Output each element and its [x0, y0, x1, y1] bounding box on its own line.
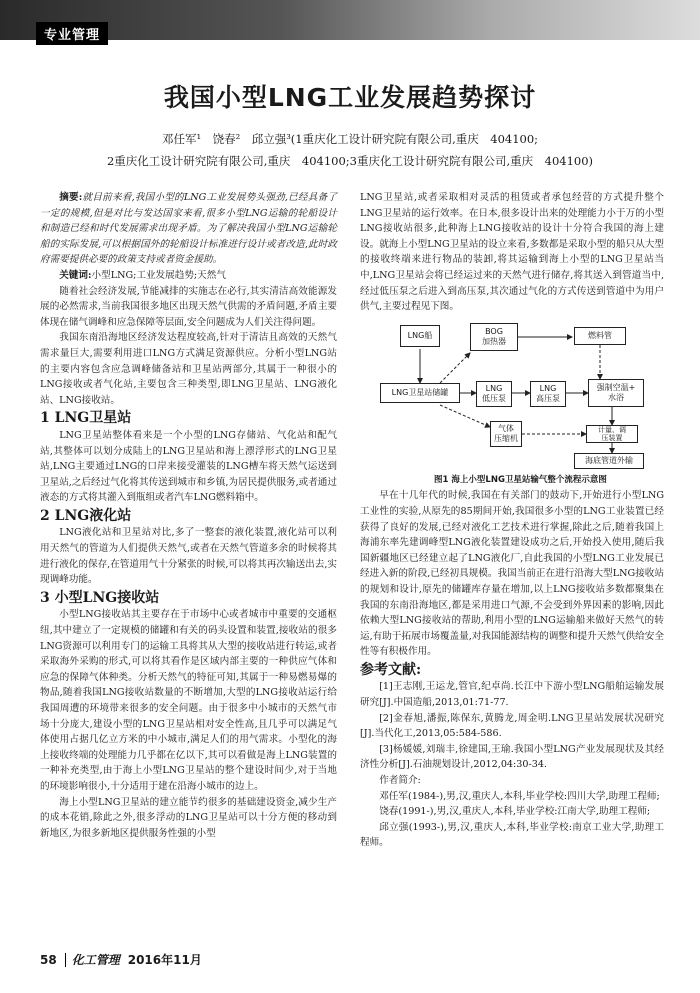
- reference-item: [2]金春旭,潘振,陈保东,黄腾龙,周金明.LNG卫星站发展状况研究[J].当代化工,2013,05:584-586.: [360, 712, 664, 740]
- reference-item: [3]杨媛媛,刘瑞丰,徐建国,王瑜.我国小型LNG产业发展现状及其经济性分析[J].石油规划设计,2012,04:30-34.: [360, 743, 664, 771]
- intro-para-2: 我国东南沿海地区经济发达程度较高,针对于清洁且高效的天然气需求量巨大,需要利用进口LNG方式满足资源供应。分析小型LNG站的主要内容包含应急调峰储备站和卫星站两部分,其属于一种很小的LNG接收或者气化站,主要包含三种类型,即LNG卫星站、LNG液化站、LNG接收站。: [40, 332, 337, 406]
- node-vaporizer: 强制空温+ 水浴: [588, 379, 644, 407]
- keywords-label: 关键词:: [59, 269, 92, 281]
- flow-diagram: [360, 321, 660, 471]
- abstract: [40, 190, 337, 268]
- abstract-text: 就目前来看,我国小型的LNG工业发展势头强劲,已经具备了一定的规模,但是对比与发达国家来看,很多小型LNG运输的轮船设计和制造已经和时代发展需求出现矛盾。为了解决我国小型LNG运输轮船的实际发展,可以根据国外的轮船设计标准进行设计或者改造,此时政府需要提供必要的政策支持或者资金援助。: [40, 192, 337, 266]
- intro-para-1: 随着社会经济发展,节能减排的实施志在必行,其实清洁高效能源发展的必然需求,当前我国很多地区出现天然气供需的矛盾问题,矛盾主要体现在储气调峰和应急保障等层面,安全问题成为人们关注得问题。: [40, 285, 337, 328]
- author-bio-item: 饶春(1991-),男,汉,重庆人,本科,毕业学校:江南大学,助理工程师;: [379, 806, 651, 818]
- authors-line-2: 2重庆化工设计研究院有限公司,重庆 404100;3重庆化工设计研究院有限公司,重庆 404100): [106, 154, 594, 168]
- keywords-text: 小型LNG;工业发展趋势;天然气: [91, 269, 226, 281]
- authors: [40, 128, 660, 172]
- section-2-heading: 2 LNG液化站: [40, 507, 132, 524]
- section-2-para: LNG液化站和卫星站对比,多了一整套的液化装置,液化站可以利用天然气的管道为人们提供天然气,或者在天然气管道多余的时候将其进行液化的保存,在管道用气十分紧张的时候,可以将其再次输送出去,实现调峰功能。: [40, 527, 337, 586]
- page-number: 58: [40, 953, 57, 967]
- right-para-1: LNG卫星站,或者采取相对灵活的租赁或者承包经营的方式提升整个LNG卫星站的运行效率。在日本,很多设计出来的处理能力小于万的小型LNG接收站很多,此种海上LNG接收站的设计十分符合我国的海上建设。就海上小型LNG卫星站的设立来看,多数都是采取小型的船只从大型的接收终端来进行物品的装卸,将其运输到海上小型的LNG卫星站当中,LNG卫星站会将已经运过来的天然气进行储存,将其送入到管道当中,经过低压泵之后进入到高压泵,其次通过气化的方式传送到管道中为用户供气,主要过程见下图。: [360, 192, 664, 313]
- keywords: [40, 268, 337, 284]
- node-lng-tank: LNG卫星站储罐: [380, 383, 460, 403]
- journal-name: 化工管理: [65, 953, 120, 967]
- section-tag: 专业管理: [36, 22, 108, 45]
- node-bog-heater: BOG 加热器: [470, 323, 518, 351]
- section-3-para-2: 海上小型LNG卫星站的建立能节约很多的基础建设资金,减少生产的成本花销,除此之外,很多浮动的LNG卫星站可以十分方便的移动到新地区,为很多新地区提供服务性强的小型: [40, 796, 337, 839]
- right-column: [360, 190, 664, 851]
- reference-item: [1]王志刚,王运龙,管官,纪卓尚.长江中下游小型LNG船舶运输发展研究[J].中国造船,2013,01:71-77.: [360, 681, 664, 709]
- references-heading: 参考文献:: [360, 661, 422, 678]
- issue-date: 2016年11月: [127, 953, 202, 967]
- section-1-heading: 1 LNG卫星站: [40, 410, 132, 427]
- node-hp-pump: LNG 高压泵: [530, 381, 566, 407]
- abstract-label: 摘要:: [59, 192, 83, 203]
- node-compressor: 气体 压缩机: [490, 421, 522, 447]
- page-footer: [40, 951, 202, 968]
- section-3-heading: 3 小型LNG接收站: [40, 589, 160, 606]
- node-lp-pump: LNG 低压泵: [476, 381, 512, 407]
- node-metering: 计量、调 压装置: [586, 425, 638, 443]
- arrow-tank-to-bog: [440, 353, 470, 383]
- author-bio-heading: 作者简介:: [379, 775, 421, 787]
- node-subsea-pipeline: 海底管道外输: [574, 453, 644, 469]
- authors-line-1: 邓任军¹ 饶春² 邱立强³(1重庆化工设计研究院有限公司,重庆 404100;: [161, 132, 539, 146]
- author-bio-item: 邱立强(1993-),男,汉,重庆人,本科,毕业学校:南京工业大学,助理工程师。: [360, 821, 664, 849]
- arrow-tank-to-comp: [440, 405, 490, 427]
- left-column: [40, 190, 337, 841]
- article-title: 我国小型LNG工业发展趋势探讨: [163, 83, 537, 112]
- section-1-para: LNG卫星站整体看来是一个小型的LNG存储站、气化站和配气站,其整体可以划分成陆上的LNG卫星站和海上漂浮形式的LNG卫星站,LNG主要通过LNG的口岸来接受灌装的LNG槽车将天然气运送到卫星站,之后经过气化将其传送到城市和乡镇,为居民提供服务,或者通过液态的方式将其灌入到瓶组或者汽车LNG燃料箱中。: [40, 429, 337, 504]
- node-fuel-pipe: 燃料管: [574, 327, 626, 345]
- node-lng-ship: LNG船: [400, 325, 440, 347]
- section-3-para-1: 小型LNG接收站其主要存在于市场中心或者城市中重要的交通枢纽,其中建立了一定规模的储罐和有关的码头设置和装置,接收站的很多LNG资源可以利用专门的运输工具将其从大型的接收站进行转运,或者采取海外采购的形式,可以将其看作是区域内部主要的一种供应气体和应急的保障气体种类。分析天然气的特征可知,其属于一种易燃易爆的物品,随着我国LNG接收站数量的不断增加,大型的LNG接收站运行给我国周遭的环境带来很多的安全问题。由于很多中小城市的天然气市场十分庞大,建设小型的LNG卫星站相对安全性高,且几乎可以满足气体使用占据几亿立方米的中小城市,满足人们的用气需求。小型化的海上接收终端的处理能力几乎都在亿以下,其可以看做是海上LNG装置的一种补充类型,由于海上小型LNG卫星站的整个建设时间少,对于当地的环境影响很小,十分适用于建在沿海小城市的边上。: [40, 609, 337, 792]
- figure-caption: 图1 海上小型LNG卫星站输气整个流程示意图: [434, 474, 607, 485]
- author-bio-item: 邓任军(1984-),男,汉,重庆人,本科,毕业学校:四川大学,助理工程师;: [379, 790, 660, 802]
- right-para-2: 早在十几年代的时候,我国在有关部门的鼓动下,开始进行小型LNG工业性的实验,从原先的85期间开始,我国很多小型的LNG工业装置已经获得了良好的发展,已经对液化工艺技术进行掌握,除此之后,随着我国上海浦东率先建调峰型LNG液化装置建设成功之后,开始投入使用,随后我国新疆地区已经建立起了LNG液化厂,自此我国的小型LNG工业发展已经进入新的阶段,已经初具规模。我国当前正在进行沿海大型LNG接收站的规划和设计,原先的储罐库存量在增加,以上LNG接收站多数都聚集在我国的东南沿海地区,都是采用进口气源,不会受到外界因素的影响,因此依赖大型LNG接收站的帮助,利用小型的LNG运输船来做好天然气的转运,有助于拓展市场覆盖量,对我国能源结构的调整和提升天然气供给安全性等有积极作用。: [360, 490, 664, 658]
- header-bar: [0, 0, 700, 43]
